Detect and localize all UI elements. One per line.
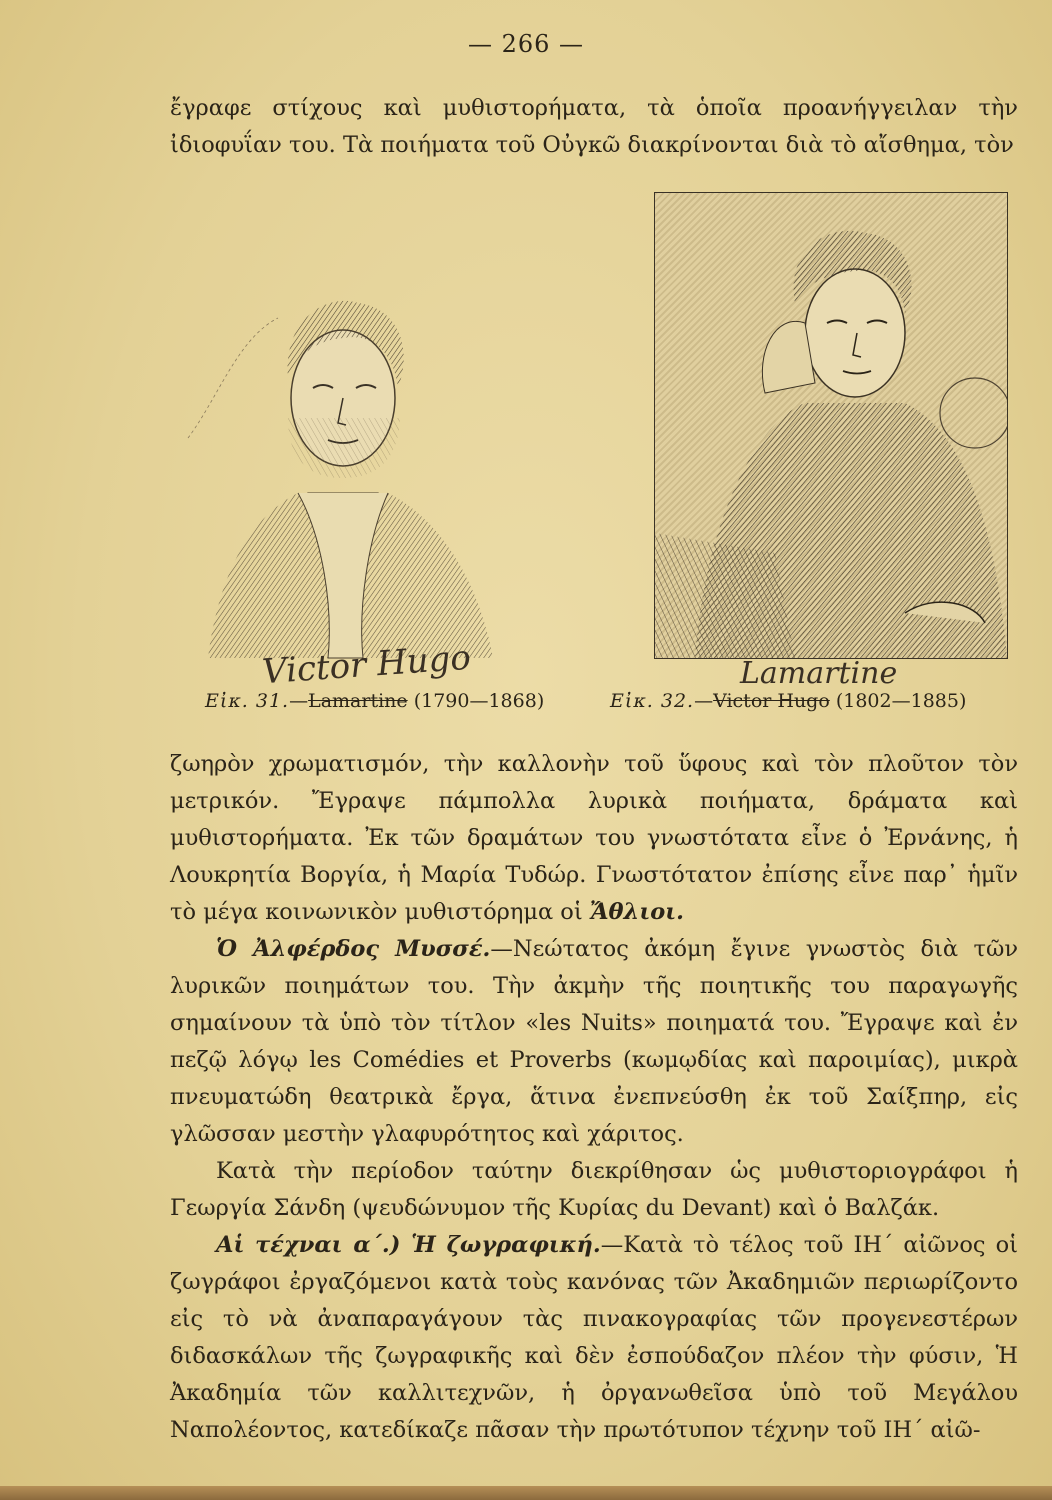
signature-victor-hugo: Victor Hugo <box>260 637 473 693</box>
paragraph-sand-balzac: Κατὰ τὴν περίοδον ταύτην διεκρίθησαν ὡς μυθιστοριογράφοι ἡ Γεωργία Σάνδη (ψευδώνυμον τῆς Κυρίας du Devant) καὶ ὁ Βαλζάκ. <box>170 1158 1018 1221</box>
signature-lamartine: Lamartine <box>740 656 898 691</box>
page-number: — 266 — <box>467 30 585 58</box>
top-paragraph: ἔγραφε στίχους καὶ μυθιστορήματα, τὰ ὁποῖα προανήγγειλαν τὴν ἰδιοφυΐαν του. Τὰ ποιήματα τοῦ Οὐγκῶ διακρίνονται διὰ τὸ αἴσθημα, τὸν <box>170 95 1018 158</box>
engraved-portrait-illustration <box>655 193 1007 658</box>
struck-name: Victor Hugo <box>713 690 830 712</box>
main-text-block <box>170 746 1018 1449</box>
section-heading-painting: Αἱ τέχναι α΄.) Ἡ ζωγραφική. <box>216 1232 601 1258</box>
caption-figure-31: Εἰκ. 31.—Lamartine (1790—1868) <box>205 690 545 712</box>
paragraph-musset-text: —Νεώτατος ἀκόμη ἔγινε γνωστὸς διὰ τῶν λυρικῶν ποιημάτων του. Τὴν ἀκμὴν τῆς ποιητικῆς του παραγωγῆς σημαίνουν τὰ ὑπὸ τὸν τίτλον «les Nuits» ποιηματά του. Ἔγραψε καὶ ἐν πεζῷ λόγῳ les Comédies et Proverbs (κωμῳδίας καὶ παροιμίας), μικρὰ πνευματώδη θεατρικὰ ἔργα, ἅτινα ἐνεπνεύσθη ἐκ τοῦ Σαίξπηρ, εἰς γλῶσσαν μεστὴν γλαφυρότητος καὶ χάριτος. <box>170 936 1019 1147</box>
figure-label: Εἰκ. 31. <box>205 690 290 712</box>
figure-dates: (1790—1868) <box>413 690 545 712</box>
top-paragraph-block <box>170 90 1018 164</box>
portrait-figure-32 <box>654 192 1008 659</box>
work-title: Ἄθλιοι. <box>589 899 684 925</box>
paragraph-painting-text: —Κατὰ τὸ τέλος τοῦ ΙΗ΄ αἰῶνος οἱ ζωγράφοι ἐργαζόμενοι κατὰ τοὺς κανόνας τῶν Ἀκαδημιῶν περιωρίζοντο εἰς τὸ νὰ ἀναπαραγάγουν τὰς πινακογραφίας τῶν προγενεστέρων διδασκάλων τῆς ζωγραφικῆς καὶ δὲν ἐσπούδαζον πλέον τὴν φύσιν, Ἡ Ἀκαδημία τῶν καλλιτεχνῶν, ἡ ὀργανωθεῖσα ὑπὸ τοῦ Μεγάλου Ναπολέοντος, κατεδίκαζε πᾶσαν τὴν πρωτότυπον τέχνην τοῦ ΙΗ΄ αἰῶ- <box>170 1232 1018 1443</box>
portrait-figure-31 <box>178 278 508 660</box>
page-bottom-edge <box>0 1486 1052 1500</box>
figure-dates: (1802—1885) <box>835 690 967 712</box>
paragraph-hugo <box>170 746 1018 931</box>
caption-figure-32: Εἰκ. 32.—Victor Hugo (1802—1885) <box>610 690 967 712</box>
paragraph-musset <box>170 931 1018 1153</box>
struck-name: Lamartine <box>308 690 408 712</box>
section-heading-musset: Ὁ Ἀλφέρδος Μυσσέ. <box>216 936 491 962</box>
engraved-portrait-illustration <box>178 278 508 660</box>
paragraph-hugo-text: ζωηρὸν χρωματισμόν, τὴν καλλονὴν τοῦ ὕφους καὶ τὸν πλοῦτον τὸν μετρικόν. Ἔγραψε πάμπολλα λυρικὰ ποιήματα, δράματα καὶ μυθιστορήματα. Ἐκ τῶν δραμάτων του γνωστότατα εἶνε ὁ Ἐρνάνης, ἡ Λουκρητία Βοργία, ἡ Μαρία Τυδώρ. Γνωστότατον ἐπίσης εἶνε παρ᾿ ἡμῖν τὸ μέγα κοινωνικὸν μυθιστόρημα οἱ <box>170 751 1018 925</box>
figure-label: Εἰκ. 32. <box>610 690 695 712</box>
paragraph-painting <box>170 1227 1018 1449</box>
